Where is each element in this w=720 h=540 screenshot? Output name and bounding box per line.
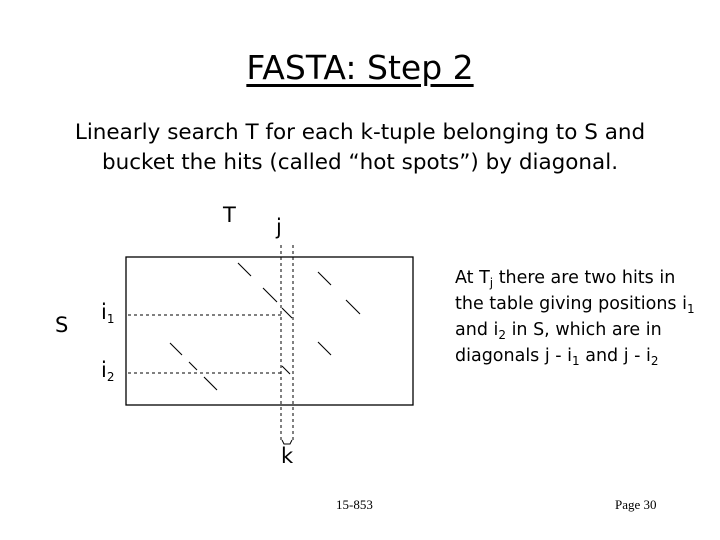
course-number: 15-853	[336, 497, 373, 512]
label-S: S	[55, 313, 69, 337]
slide-description: Linearly search T for each k-tuple belonging to S and bucket the hits (called “hot spots”) by diagonal.	[74, 120, 646, 175]
note-sub-4: 2	[650, 354, 659, 368]
label-i1	[101, 300, 114, 326]
hot-spot-diagonals	[170, 263, 360, 390]
note-text-5: and j - i	[579, 346, 651, 366]
note-sub-2: 2	[498, 328, 506, 342]
hot-spot-segment	[318, 342, 331, 355]
label-i2-text: i	[101, 358, 107, 382]
label-k: k	[281, 444, 294, 468]
label-i1-text: i	[101, 300, 107, 324]
note-text-2: there are two hits in the table giving positions i	[455, 268, 687, 314]
note-sub-1: 1	[686, 302, 695, 316]
hot-spot-segment	[189, 362, 197, 370]
hot-spot-segment	[282, 308, 292, 318]
label-i2	[101, 358, 114, 384]
label-T: T	[223, 203, 236, 227]
hot-spot-segment	[346, 300, 360, 314]
hot-spot-segment	[263, 288, 277, 302]
page-number: Page 30	[615, 497, 657, 512]
table-matrix	[126, 257, 413, 405]
explanation-note	[455, 268, 695, 372]
hot-spot-segment	[282, 366, 290, 374]
note-text-1: At T	[455, 268, 490, 288]
label-j: j	[276, 215, 282, 239]
hot-spot-segment	[318, 272, 331, 285]
note-sub-j: j	[489, 276, 494, 290]
hot-spot-segment	[238, 263, 251, 276]
note-text-3: and i	[455, 320, 499, 340]
note-sub-3: 1	[572, 354, 580, 368]
hot-spot-segment	[170, 343, 182, 355]
label-i1-subscript: 1	[106, 312, 115, 326]
hot-spot-segment	[204, 377, 217, 390]
slide-title: FASTA: Step 2	[246, 48, 474, 87]
note-text-4: in S, which are in diagonals j - i	[455, 320, 662, 366]
label-i2-subscript: 2	[106, 370, 115, 384]
